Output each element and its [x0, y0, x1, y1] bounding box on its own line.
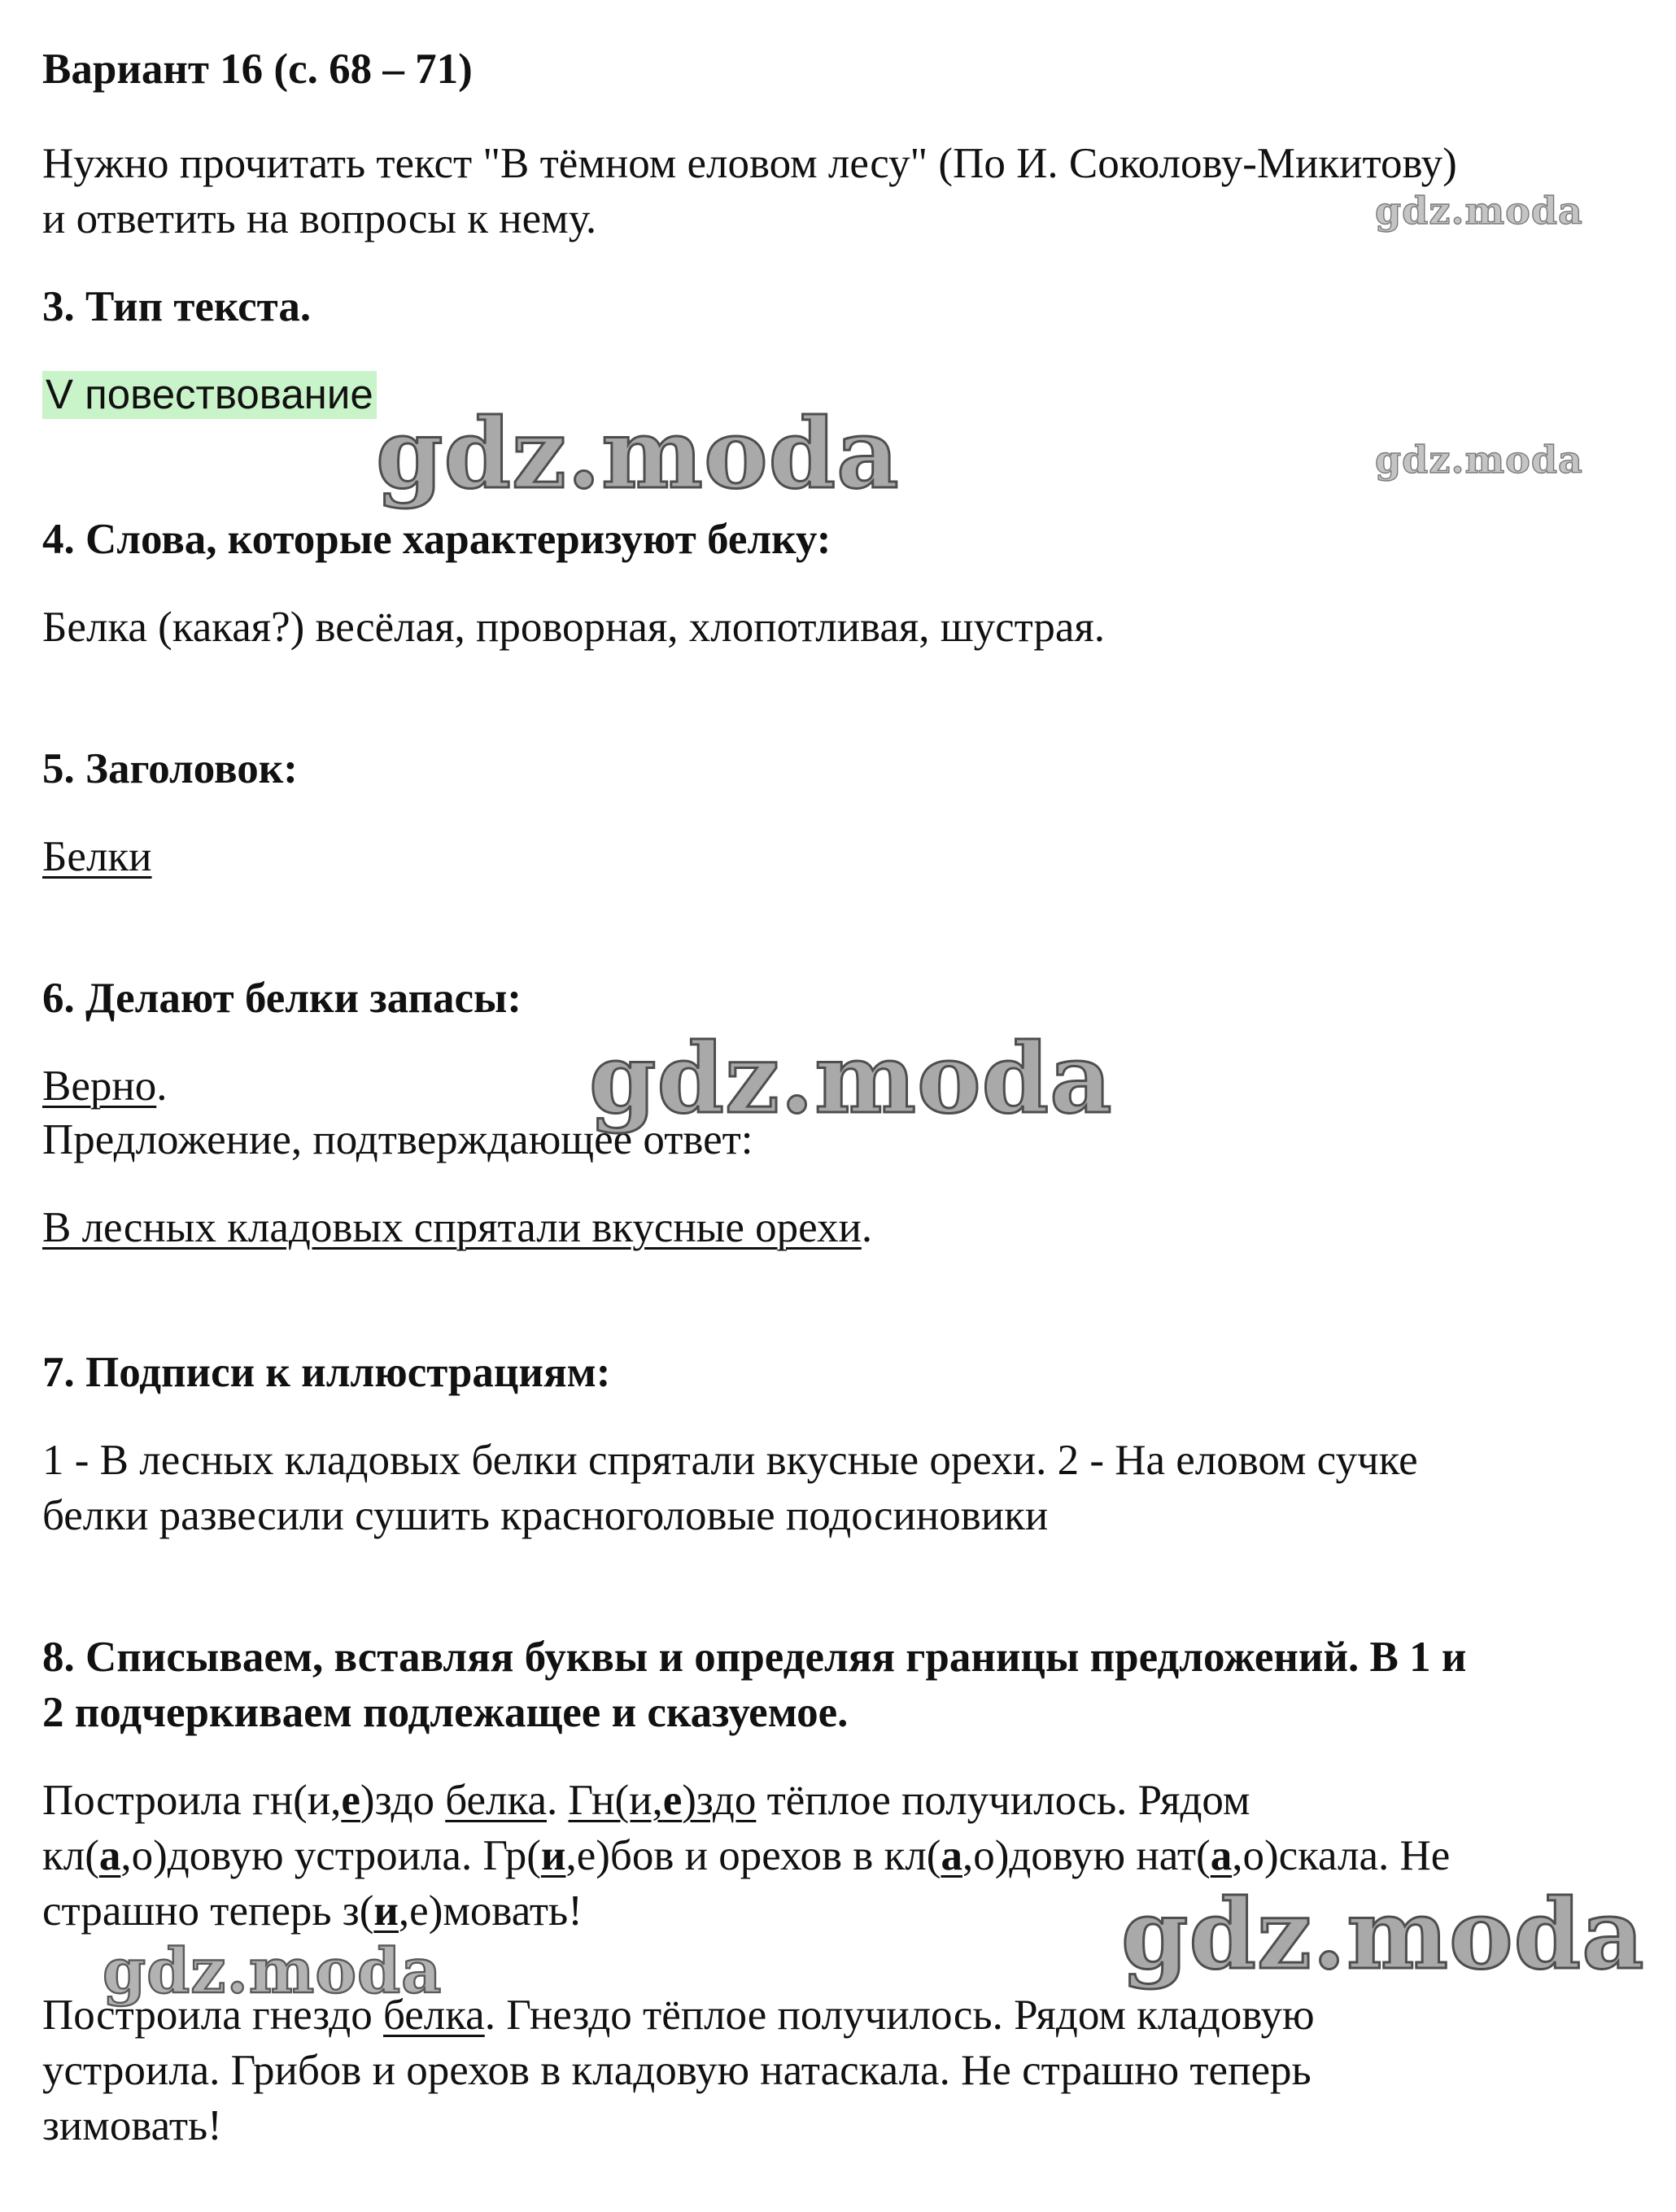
- q4-heading: 4. Слова, которые характеризуют белку:: [42, 516, 831, 563]
- q8-exercise-line-1: [42, 1774, 1250, 1827]
- q5-answer-row: [42, 830, 152, 883]
- final1-subject: белка: [382, 1992, 485, 2039]
- q4-answer: Белка (какая?) весёлая, проворная, хлопотливая, шустрая.: [42, 604, 1106, 651]
- q3-answer-row: [42, 368, 377, 421]
- ex2-text-e: ,о)скала. Не: [1232, 1832, 1451, 1879]
- q3-answer-highlight: V повествование: [42, 371, 377, 419]
- q6-proof-dot: .: [861, 1204, 873, 1251]
- q6-answer-dot: .: [156, 1062, 168, 1110]
- q6-proof-label: Предложение, подтверждающее ответ:: [42, 1116, 753, 1163]
- watermark-1: gdz.moda: [1375, 189, 1583, 233]
- ex3-text-a: страшно теперь з(: [42, 1887, 374, 1935]
- final1-text-b: . Гнездо тёплое получилось. Рядом кладовую: [484, 1992, 1315, 2039]
- q6-proof-sentence: В лесных кладовых спрятали вкусные орехи: [42, 1204, 862, 1251]
- q5-heading: 5. Заголовок:: [42, 745, 298, 792]
- ex2-text-b: ,о)довую устроила. Гр(: [120, 1832, 541, 1879]
- ex2-letter-a-1: а: [98, 1832, 121, 1879]
- q8-heading-line-2: 2 подчеркиваем подлежащее и сказуемое.: [42, 1689, 849, 1736]
- ex2-text-c: ,е)бов и орехов в кл(: [565, 1832, 941, 1879]
- ex1-letter-e: е: [341, 1777, 360, 1824]
- ex2-letter-a-3: а: [1210, 1832, 1233, 1879]
- watermark-4: gdz.moda: [589, 1022, 1113, 1135]
- ex3-letter-i: и: [373, 1887, 399, 1935]
- q8-final-line-2: устроила. Грибов и орехов в кладовую натаскала. Не страшно теперь: [42, 2047, 1312, 2094]
- ex1-text-c: .: [546, 1777, 569, 1824]
- q7-line-1: 1 - В лесных кладовых белки спрятали вкусные орехи. 2 - На еловом сучке: [42, 1437, 1418, 1484]
- ex1-text-b: )здо: [360, 1777, 446, 1824]
- final1-text-a: Построила гнездо: [42, 1992, 383, 2039]
- q3-heading: 3. Тип текста.: [42, 283, 312, 330]
- q7-line-2: белки развесили сушить красноголовые подосиновики: [42, 1492, 1049, 1539]
- ex1-text-a: Построила гн(и,: [42, 1777, 342, 1824]
- ex1-subject-2-b: )здо: [682, 1777, 757, 1824]
- ex2-letter-i: и: [540, 1832, 566, 1879]
- q8-heading-line-1: 8. Списываем, вставляя буквы и определяя границы предложений. В 1 и: [42, 1634, 1467, 1681]
- ex1-subject: белка: [445, 1777, 547, 1824]
- q6-answer-row: [42, 1059, 168, 1113]
- ex1-text-d: тёплое получилось. Рядом: [756, 1777, 1250, 1824]
- watermark-6: gdz.moda: [103, 1935, 443, 2007]
- ex2-text-a: кл(: [42, 1832, 99, 1879]
- ex1-subject-2-a: Гн(и,: [568, 1777, 663, 1824]
- q7-heading: 7. Подписи к иллюстрациям:: [42, 1349, 611, 1396]
- q6-heading: 6. Делают белки запасы:: [42, 975, 522, 1022]
- q8-exercise-line-2: [42, 1829, 1450, 1883]
- ex1-letter-e-2: е: [662, 1777, 683, 1824]
- ex1-subject-2: [568, 1777, 756, 1824]
- watermark-2: gdz.moda: [376, 397, 900, 510]
- intro-line-2: и ответить на вопросы к нему.: [42, 195, 597, 242]
- ex3-text-b: ,е)мовать!: [398, 1887, 583, 1935]
- page-title: Вариант 16 (с. 68 – 71): [42, 46, 473, 93]
- q8-final-line-3: зимовать!: [42, 2102, 222, 2149]
- watermark-5: gdz.moda: [1121, 1878, 1645, 1991]
- watermark-3: gdz.moda: [1375, 438, 1583, 482]
- q6-answer-word: Верно: [42, 1062, 157, 1110]
- intro-line-1: Нужно прочитать текст "В тёмном еловом лесу" (По И. Соколову-Микитову): [42, 140, 1457, 187]
- q5-answer: Белки: [42, 833, 152, 880]
- q8-exercise-line-3: [42, 1884, 583, 1938]
- q6-proof-row: [42, 1201, 872, 1254]
- ex2-letter-a-2: а: [941, 1832, 962, 1879]
- ex2-text-d: ,о)довую нат(: [962, 1832, 1211, 1879]
